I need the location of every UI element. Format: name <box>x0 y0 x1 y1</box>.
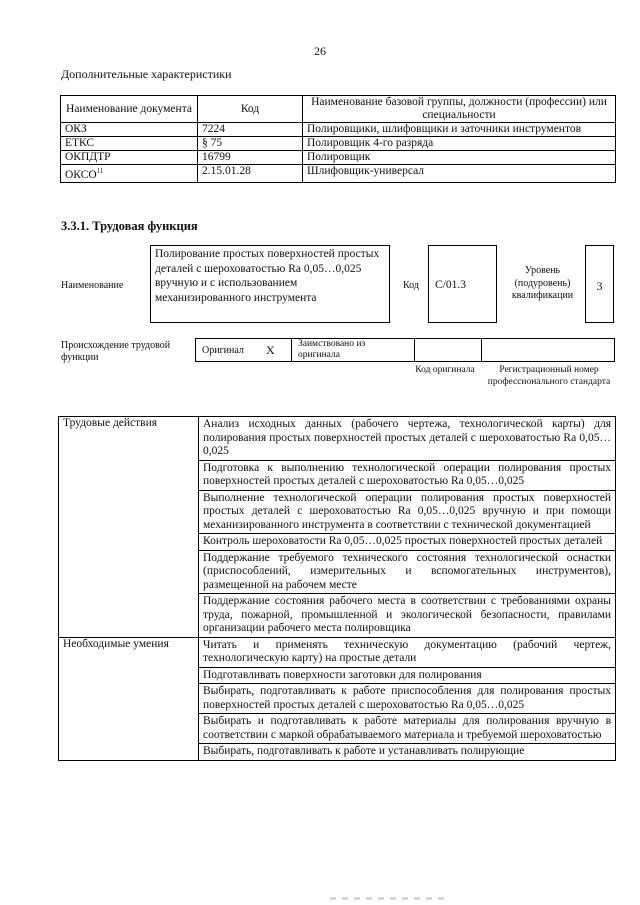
table-cell: Полировщик <box>303 151 616 165</box>
divider <box>291 339 292 361</box>
origin-label: Происхождение трудовой функции <box>61 340 171 363</box>
action-item: Выполнение технологической операции полирования простых поверхностей простых деталей с шероховатостью Ra 0,05…0,025 вручную и при помощи механизированного инструмента в соответствии с технической документацией <box>199 490 616 534</box>
level-label: Уровень (подуровень) квалификации <box>511 265 574 301</box>
actions-skills-table <box>58 416 616 761</box>
skill-item: Выбирать, подготавливать к работе и устанавливать полирующие <box>199 744 616 761</box>
table-cell: ЕТКС <box>61 137 198 151</box>
table-cell: Полировщик 4-го разряда <box>303 137 616 151</box>
characteristics-table <box>60 95 616 183</box>
table-row <box>61 165 616 183</box>
action-item: Поддержание состояния рабочего места в соответствии с требованиями охраны труда, пожарной, промышленной и экологической безопасности, правилами организации рабочего места полировщика <box>199 594 616 638</box>
name-label: Наименование <box>61 280 124 291</box>
function-title: 3.3.1. Трудовая функция <box>61 219 198 233</box>
table-header-row <box>61 96 616 123</box>
table-cell: 2.15.01.28 <box>198 165 303 183</box>
table-row <box>59 417 616 461</box>
code-label: Код <box>403 280 419 291</box>
action-item: Поддержание требуемого технического состояния технологической оснастки (приспособлений, измерительных и вспомогательных инструментов), размещенной на рабочем месте <box>199 550 616 594</box>
table-cell: Полировщики, шлифовщики и заточники инструментов <box>303 123 616 137</box>
column-header: Код <box>198 96 303 123</box>
action-item: Анализ исходных данных (рабочего чертежа, технологической карты) для полирования простых поверхностей простых деталей с шероховатостью Ra 0,05…0,025 <box>199 417 616 461</box>
section-title: Дополнительные характеристики <box>61 67 232 81</box>
skill-item: Читать и применять техническую документацию (рабочий чертеж, технологическую карту) на простые детали <box>199 637 616 667</box>
skill-item: Подготавливать поверхности заготовки для полирования <box>199 667 616 684</box>
column-header: Наименование базовой группы, должности (профессии) или специальности <box>303 96 616 123</box>
table-cell: ОКЗ <box>61 123 198 137</box>
table-cell: 7224 <box>198 123 303 137</box>
skills-label: Необходимые умения <box>59 637 199 760</box>
skill-item: Выбирать, подготавливать к работе приспособления для полирования простых поверхностей простых деталей с шероховатостью Ra 0,05…0,025 <box>199 684 616 714</box>
origin-box <box>195 338 615 362</box>
action-item: Контроль шероховатости Ra 0,05…0,025 простых поверхностей простых деталей <box>199 534 616 551</box>
column-header: Наименование документа <box>61 96 198 123</box>
table-cell: Шлифовщик-универсал <box>303 165 616 183</box>
table-cell: 16799 <box>198 151 303 165</box>
reg-caption: Регистрационный номер профессионального стандарта <box>487 365 611 387</box>
table-cell <box>61 165 198 183</box>
table-row <box>59 637 616 667</box>
table-row <box>61 137 616 151</box>
okso-label: ОКСО <box>65 168 97 181</box>
divider <box>414 339 415 361</box>
table-row <box>61 151 616 165</box>
action-item: Подготовка к выполнению технологической операции полирования простых поверхностей простых деталей с шероховатостью Ra 0,05…0,025 <box>199 460 616 490</box>
original-mark: X <box>266 343 275 357</box>
level-box: 3 <box>585 245 614 323</box>
scan-artifact <box>330 897 450 900</box>
original-label: Оригинал <box>202 345 244 356</box>
table-cell: ОКПДТР <box>61 151 198 165</box>
table-row <box>61 123 616 137</box>
actions-label: Трудовые действия <box>59 417 199 638</box>
function-name-box: Полирование простых поверхностей простых деталей с шероховатостью Ra 0,05…0,025 вручную и с использованием механизированного инструмента <box>150 245 390 323</box>
skill-item: Выбирать и подготавливать к работе материалы для полирования вручную в соответствии с маркой обрабатываемого материала и требуемой шероховатостью <box>199 714 616 744</box>
borrowed-label: Заимствовано из оригинала <box>298 339 366 360</box>
divider <box>481 339 482 361</box>
page-number: 26 <box>314 44 326 58</box>
table-cell: § 75 <box>198 137 303 151</box>
footnote-mark: 11 <box>96 167 104 175</box>
code-box: С/01.3 <box>428 245 497 323</box>
code-caption: Код оригинала <box>415 365 475 375</box>
